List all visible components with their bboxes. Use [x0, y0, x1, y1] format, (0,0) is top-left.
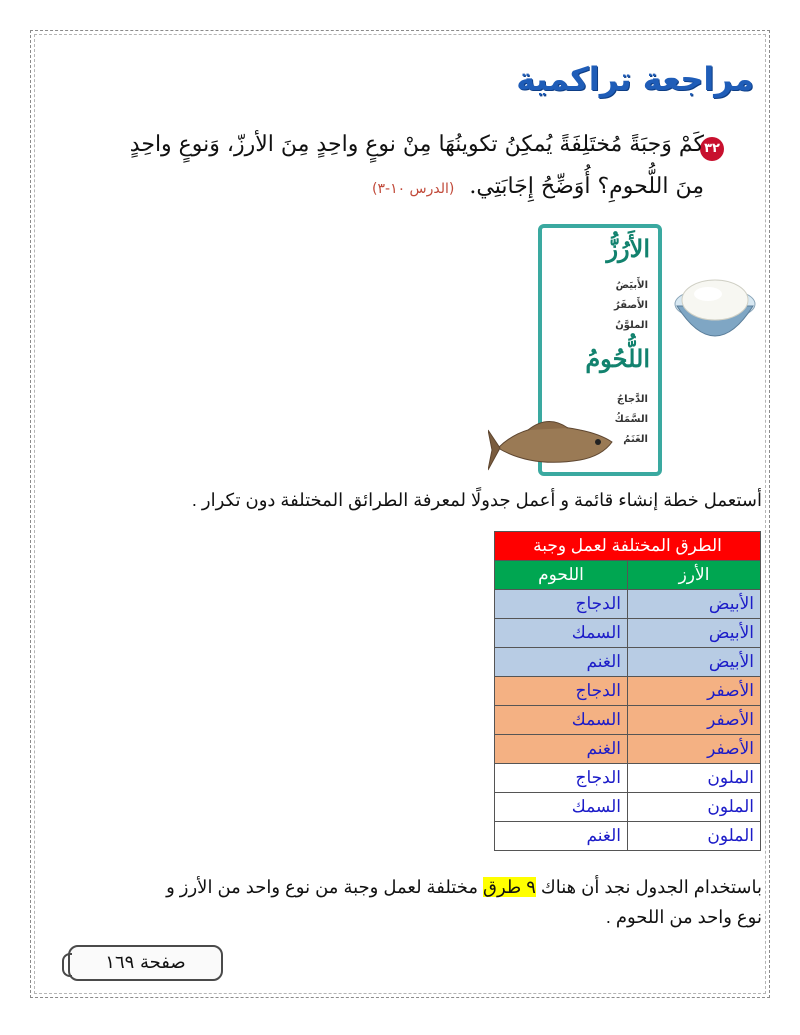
- meat-cell: الدجاج: [495, 677, 628, 706]
- highlighted-answer: ٩ طرق: [482, 877, 536, 897]
- rice-cell: الملون: [628, 793, 761, 822]
- meat-cell: الغنم: [495, 648, 628, 677]
- rice-item: الملوَّنُ: [615, 320, 648, 331]
- meat-cell: الدجاج: [495, 764, 628, 793]
- table-row: [495, 822, 761, 851]
- meat-item: الغَنَمُ: [623, 434, 648, 445]
- rice-cell: الملون: [628, 822, 761, 851]
- column-header-rice: الأرز: [628, 561, 761, 590]
- table-row: [495, 677, 761, 706]
- rice-cell: الأصفر: [628, 677, 761, 706]
- meat-item: السَّمَكُ: [614, 414, 648, 425]
- page-title: مراجعة تراكمية: [516, 60, 754, 98]
- table-row: [495, 648, 761, 677]
- rice-cell: الأبيض: [628, 648, 761, 677]
- table-row: [495, 793, 761, 822]
- question-number-badge: ٣٢: [700, 137, 724, 161]
- meat-cell: السمك: [495, 793, 628, 822]
- rice-cell: الأصفر: [628, 706, 761, 735]
- rice-cell: الأبيض: [628, 590, 761, 619]
- conclusion-part-1: باستخدام الجدول نجد أن هناك: [540, 877, 762, 897]
- conclusion-line-1: [166, 877, 762, 898]
- rice-item: الأَصفَرُ: [614, 300, 648, 311]
- table-row: [495, 619, 761, 648]
- page-number-badge: صفحة ١٦٩: [68, 945, 223, 981]
- question-line-2: [84, 174, 704, 199]
- meat-cell: السمك: [495, 619, 628, 648]
- meat-cell: الغنم: [495, 822, 628, 851]
- meat-cell: الدجاج: [495, 590, 628, 619]
- rice-heading: الأَرُزُّ: [606, 234, 650, 263]
- meat-cell: السمك: [495, 706, 628, 735]
- meal-combinations-table: [494, 531, 761, 851]
- table-row: [495, 590, 761, 619]
- conclusion-line-2: نوع واحد من اللحوم .: [605, 907, 762, 927]
- column-header-meat: اللحوم: [495, 561, 628, 590]
- meat-cell: الغنم: [495, 735, 628, 764]
- table-row: [495, 764, 761, 793]
- rice-cell: الملون: [628, 764, 761, 793]
- rice-cell: الأبيض: [628, 619, 761, 648]
- table-row: [495, 735, 761, 764]
- question-line-1: كَمْ وَجبَةً مُختَلِفَةً يُمكِنُ تكوينُهَا مِنْ نوعٍ واحِدٍ مِنَ الأرزّ، وَنوعٍ واحِدٍ: [129, 132, 704, 157]
- meat-heading: اللُّحُومُ: [585, 344, 650, 373]
- table-row: [495, 706, 761, 735]
- rice-bowl-icon: [670, 270, 760, 350]
- rice-item: الأَبيَضُ: [615, 280, 648, 291]
- conclusion-part-2: مختلفة لعمل وجبة من نوع واحد من الأرز و: [166, 877, 478, 897]
- rice-cell: الأصفر: [628, 735, 761, 764]
- table-title: الطرق المختلفة لعمل وجبة: [495, 532, 761, 561]
- question-line-2-text: مِنَ اللُّحومِ؟ أُوَضِّحُ إِجَابَتِي.: [469, 174, 704, 199]
- instruction-text: أستعمل خطة إنشاء قائمة و أعمل جدولًا لمعرفة الطرائق المختلفة دون تكرار .: [191, 490, 762, 510]
- lesson-reference: (الدرس ١٠-٣): [372, 181, 455, 197]
- meat-item: الدَّجاجُ: [616, 394, 648, 405]
- fish-icon: [488, 408, 620, 478]
